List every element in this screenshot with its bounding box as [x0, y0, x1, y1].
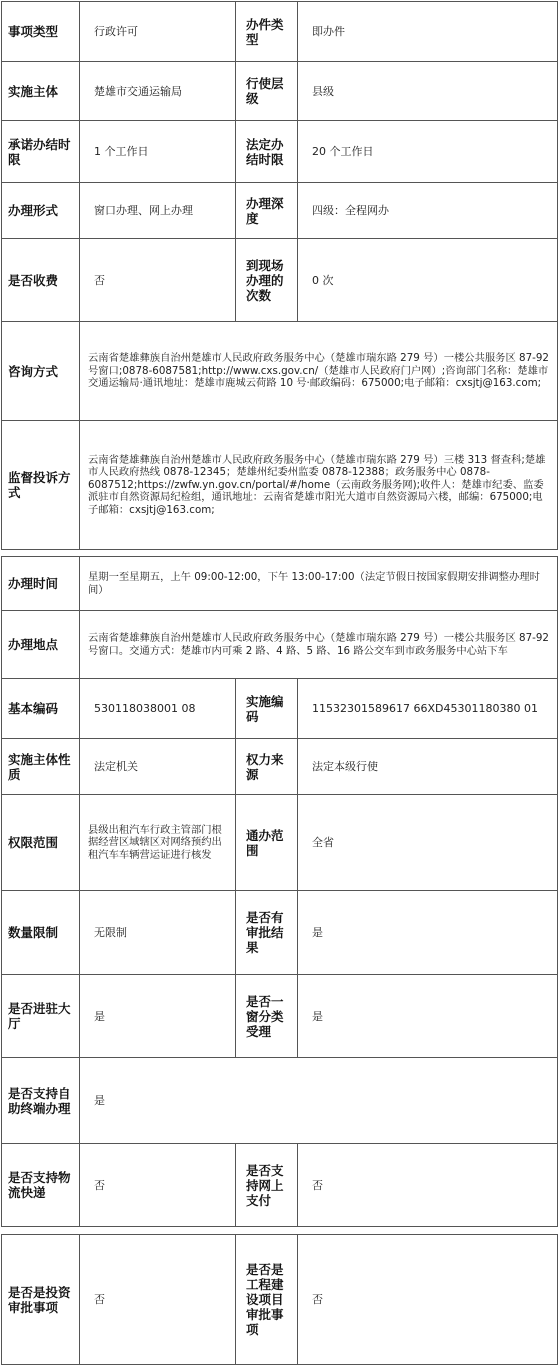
table-row: [2, 795, 558, 891]
quantity-limit-label: 数量限制: [2, 891, 80, 975]
power-source-label: 权力来源: [236, 739, 298, 795]
legal-time-value: 20 个工作日: [298, 121, 558, 183]
table-row: [2, 421, 558, 550]
quantity-limit-value: 无限制: [80, 891, 236, 975]
handling-place-label: 办理地点: [2, 611, 80, 679]
handling-depth-value: 四级：全程网办: [298, 183, 558, 239]
hall-entry-label: 是否进驻大厅: [2, 975, 80, 1058]
online-payment-value: 否: [298, 1144, 558, 1227]
hall-entry-value: 是: [80, 975, 236, 1058]
handling-time-value: 星期一至星期五，上午 09:00-12:00，下午 13:00-17:00（法定节假日按国家假期安排调整办理时间）: [80, 557, 558, 611]
authority-scope-value: 县级出租汽车行政主管部门根据经营区域辖区对网络预约出租汽车车辆营运证进行核发: [80, 795, 236, 891]
table-row: [2, 121, 558, 183]
item-type-value: 行政许可: [80, 2, 236, 62]
visit-count-label: 到现场办理的次数: [236, 239, 298, 322]
general-scope-value: 全省: [298, 795, 558, 891]
table-row: [2, 739, 558, 795]
approval-result-label: 是否有审批结果: [236, 891, 298, 975]
table-row: [2, 1058, 558, 1144]
promised-time-label: 承诺办结时限: [2, 121, 80, 183]
exercise-level-value: 县级: [298, 62, 558, 121]
info-table-approval: [1, 1234, 558, 1365]
construction-approval-value: 否: [298, 1235, 558, 1365]
logistics-value: 否: [80, 1144, 236, 1227]
consult-label: 咨询方式: [2, 322, 80, 421]
general-scope-label: 通办范围: [236, 795, 298, 891]
table-row: [2, 611, 558, 679]
basic-code-value: 530118038001 08: [80, 679, 236, 739]
single-window-label: 是否一窗分类受理: [236, 975, 298, 1058]
implementation-code-value: 11532301589617 66XD45301180380 01: [298, 679, 558, 739]
charge-label: 是否收费: [2, 239, 80, 322]
implementation-code-label: 实施编码: [236, 679, 298, 739]
investment-approval-value: 否: [80, 1235, 236, 1365]
table-row: [2, 183, 558, 239]
complaint-value: 云南省楚雄彝族自治州楚雄市人民政府政务服务中心（楚雄市瑞东路 279 号）三楼 313 督查科;楚雄市人民政府热线 0878-12345；楚雄州纪委州监委 0878-12388；政务服务中心 0878-6087512;https://zwfw.yn.gov.cn/portal/#/home（云南政务服务网);收件人：楚雄市纪委、监委派驻市自然资源局纪检组，通讯地址：云南省楚雄市阳光大道市自然资源局六楼，邮编：675000;电子邮箱：cxsjtj@163.com;: [80, 421, 558, 550]
logistics-label: 是否支持物流快递: [2, 1144, 80, 1227]
charge-value: 否: [80, 239, 236, 322]
handling-time-label: 办理时间: [2, 557, 80, 611]
visit-count-value: 0 次: [298, 239, 558, 322]
info-table-handling: [1, 556, 558, 1227]
implementing-body-label: 实施主体: [2, 62, 80, 121]
legal-time-label: 法定办结时限: [236, 121, 298, 183]
body-nature-value: 法定机关: [80, 739, 236, 795]
promised-time-value: 1 个工作日: [80, 121, 236, 183]
handling-form-label: 办理形式: [2, 183, 80, 239]
handling-place-value: 云南省楚雄彝族自治州楚雄市人民政府政务服务中心（楚雄市瑞东路 279 号）一楼公共服务区 87-92 号窗口。交通方式：楚雄市内可乘 2 路、4 路、5 路、16 路公交车到市政务服务中心站下车: [80, 611, 558, 679]
table-row: [2, 62, 558, 121]
investment-approval-label: 是否是投资审批事项: [2, 1235, 80, 1365]
table-row: [2, 975, 558, 1058]
table-row: [2, 2, 558, 62]
table-row: [2, 679, 558, 739]
table-row: [2, 322, 558, 421]
handling-form-value: 窗口办理、网上办理: [80, 183, 236, 239]
self-service-label: 是否支持自助终端办理: [2, 1058, 80, 1144]
self-service-value: 是: [80, 1058, 558, 1144]
power-source-value: 法定本级行使: [298, 739, 558, 795]
table-row: [2, 1144, 558, 1227]
handling-depth-label: 办理深度: [236, 183, 298, 239]
implementing-body-value: 楚雄市交通运输局: [80, 62, 236, 121]
table-row: [2, 1235, 558, 1365]
construction-approval-label: 是否是工程建设项目审批事项: [236, 1235, 298, 1365]
case-type-label: 办件类型: [236, 2, 298, 62]
basic-code-label: 基本编码: [2, 679, 80, 739]
authority-scope-label: 权限范围: [2, 795, 80, 891]
approval-result-value: 是: [298, 891, 558, 975]
case-type-value: 即办件: [298, 2, 558, 62]
exercise-level-label: 行使层级: [236, 62, 298, 121]
online-payment-label: 是否支持网上支付: [236, 1144, 298, 1227]
single-window-value: 是: [298, 975, 558, 1058]
info-table-basic: [1, 1, 558, 550]
table-row: [2, 239, 558, 322]
item-type-label: 事项类型: [2, 2, 80, 62]
table-row: [2, 557, 558, 611]
consult-value: 云南省楚雄彝族自治州楚雄市人民政府政务服务中心（楚雄市瑞东路 279 号）一楼公共服务区 87-92 号窗口;0878-6087581;http://www.cxs.gov.cn/（楚雄市人民政府门户网）;咨询部门名称：楚雄市交通运输局·通讯地址：楚雄市鹿城云荷路 10 号·邮政编码：675000;电子邮箱：cxsjtj@163.com;: [80, 322, 558, 421]
body-nature-label: 实施主体性质: [2, 739, 80, 795]
table-row: [2, 891, 558, 975]
complaint-label: 监督投诉方式: [2, 421, 80, 550]
